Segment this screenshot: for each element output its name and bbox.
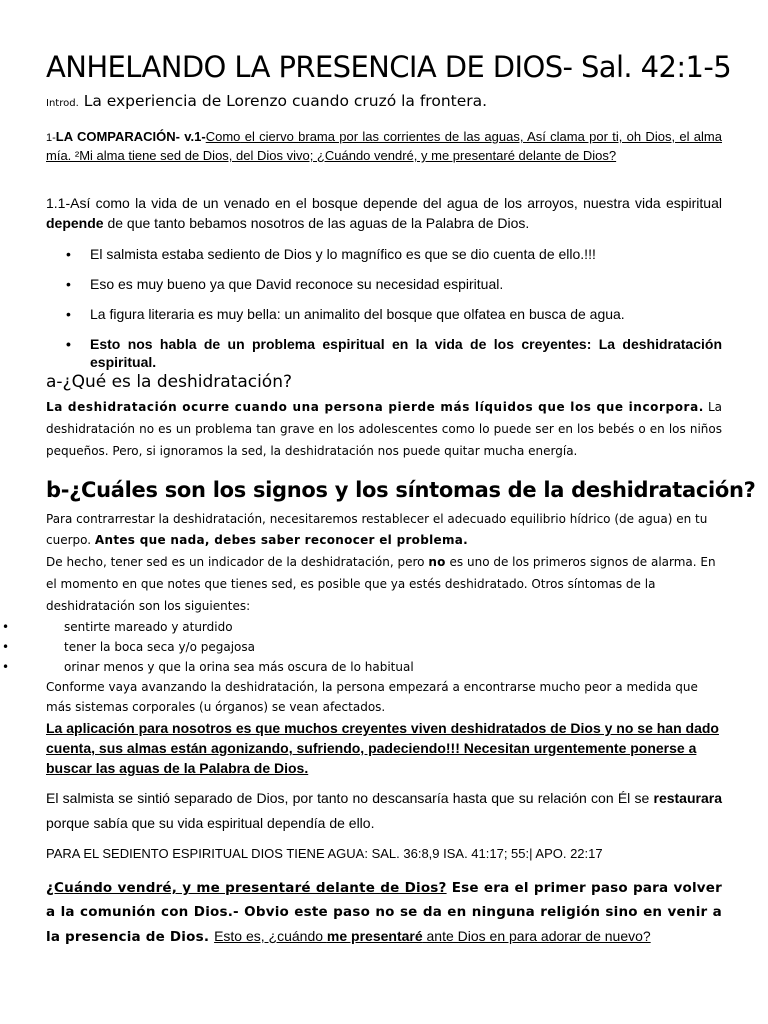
list-item: • Esto nos habla de un problema espiritual en la vida de los creyentes: La deshidratación espiritual.: [46, 335, 722, 371]
section-1-heading: LA COMPARACIÓN- v.1-: [55, 129, 206, 144]
section-a-lead: La deshidratación ocurre cuando una persona pierde más líquidos que los que incorpora.: [46, 400, 704, 414]
separated-text: El salmista se sintió separado de Dios, por tanto no descansaría hasta que su relación con Él se: [46, 790, 654, 806]
section-1-1: [46, 193, 722, 371]
list-item: • Eso es muy bueno ya que David reconoce su necesidad espiritual.: [46, 275, 722, 293]
separated-text-end: porque sabía que su vida espiritual dependía de ello.: [46, 815, 375, 831]
section-b-body: [46, 509, 722, 717]
application-paragraph: La aplicación para nosotros es que muchos creyentes viven deshidratados de Dios y no se han dado cuenta, sus almas están agonizando, sufriendo, padeciendo!!! Necesitan urgentemente ponerse a buscar las aguas de la Palabra de Dios.: [46, 720, 719, 776]
list-item: • La figura literaria es muy bella: un animalito del bosque que olfatea en busca de agua.: [46, 305, 722, 323]
intro-text: La experiencia de Lorenzo cuando cruzó la frontera.: [83, 92, 488, 110]
section-b-p2-bold: no: [428, 555, 446, 569]
question-tail-end: ante Dios en para adorar de nuevo?: [422, 928, 651, 944]
section-b-paragraph-2: [46, 551, 722, 617]
section-1-1-text-end: de que tanto bebamos nosotros de las aguas de la Palabra de Dios.: [103, 215, 530, 231]
intro-label: Introd.: [46, 98, 79, 109]
question-tail: [214, 928, 651, 944]
section-1-verse: el ciervo brama por las corrientes de las aguas, Así clama por ti, oh Dios, el alma mía. ²Mi alma tiene sed de Dios, del Dios vivo; ¿Cuándo vendré, y me presentaré delante de Dios?: [46, 129, 722, 163]
section-b-paragraph-3: Conforme vaya avanzando la deshidratación, la persona empezará a encontrarse mucho peor a medida que más sistemas corporales (u órganos) se vean afectados.: [46, 680, 698, 714]
page-title: ANHELANDO LA PRESENCIA DE DIOS- Sal. 42:1-5: [46, 50, 732, 84]
section-a-paragraph: [46, 396, 722, 462]
section-1-1-paragraph: [46, 193, 722, 233]
separated-bold: restaurara: [653, 790, 722, 806]
section-a-rest: La deshidratación no es un problema tan grave en los adolescentes como lo puede ser en los bebés o en los niños pequeños. Pero, si ignoramos la sed, la deshidratación nos puede quitar mucha energía.: [46, 400, 723, 458]
intro-line: [46, 92, 487, 110]
question-tail-bold: me presentaré: [326, 928, 423, 944]
section-1-verse-start: Como: [205, 129, 241, 144]
section-b-p1-bold: Antes que nada, debes saber reconocer el problema.: [94, 533, 469, 547]
section-b-heading: b-¿Cuáles son los signos y los síntomas de la deshidratación?: [46, 478, 756, 502]
question-paragraph: [46, 876, 722, 949]
section-1-number: 1-: [46, 132, 56, 144]
section-a-heading: a-¿Qué es la deshidratación?: [46, 372, 293, 392]
list-item: • tener la boca seca y/o pegajosa: [2, 637, 722, 657]
separated-paragraph: [46, 786, 722, 836]
list-item: • orinar menos y que la orina sea más oscura de lo habitual: [2, 657, 722, 677]
question-underlined: ¿Cuándo vendré, y me presentaré delante de Dios?: [46, 880, 447, 896]
section-b-paragraph-1: [46, 509, 722, 551]
section-1-1-bold: depende: [46, 215, 104, 231]
list-item: • sentirte mareado y aturdido: [2, 617, 722, 637]
section-b-p2-text-end: es uno de los primeros signos de alarma. En el momento en que notes que tienes sed, es posible que ya estés deshidratado. Otros síntomas de la deshidratación son los siguientes:: [46, 555, 716, 613]
section-b-p1-text: Para contrarrestar la deshidratación, necesitaremos restablecer el adecuado equilibrio hídrico (de agua) en tu cuerpo.: [46, 512, 708, 547]
section-1-comparison: [46, 128, 722, 165]
question-tail-text: Esto es, ¿cuándo: [214, 928, 327, 944]
water-references: PARA EL SEDIENTO ESPIRITUAL DIOS TIENE AGUA: SAL. 36:8,9 ISA. 41:17; 55:| APO. 22:17: [46, 846, 603, 861]
section-b-p2-text: De hecho, tener sed es un indicador de la deshidratación, pero: [46, 555, 429, 569]
bullet-list-1: [46, 245, 722, 371]
list-item: • El salmista estaba sediento de Dios y lo magnífico es que se dio cuenta de ello.!!!: [46, 245, 722, 263]
symptoms-list: [0, 617, 722, 677]
section-1-1-text: 1.1-Así como la vida de un venado en el bosque depende del agua de los arroyos, nuestra vida espiritual: [46, 195, 722, 211]
question-text: Ese era el primer paso para volver a la comunión con Dios.- Obvio este paso no se da en ninguna religión sino en venir a la presencia de Dios.: [46, 880, 723, 945]
